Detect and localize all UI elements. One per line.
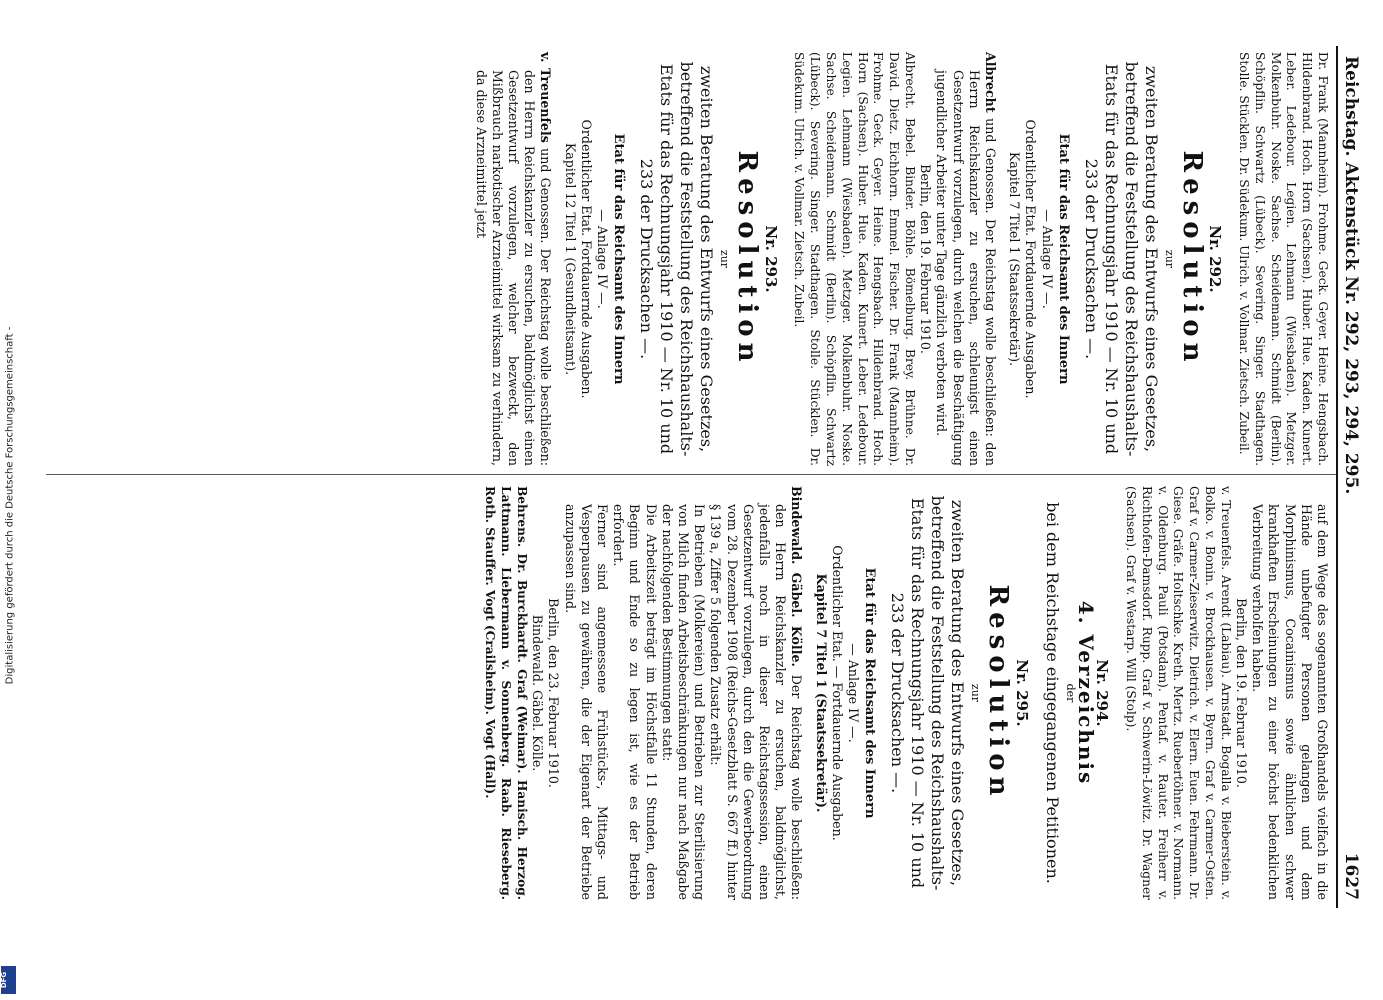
signatures-292: Albrecht. Bebel. Binder. Böhle. Bömelburg. Brey. Brühne. Dr. David. Dietz. Eichhorn. Emmel. Fischer. Dr. Frank (Mannheim). Frohme. Geck. Geyer. Heine. Hengsbach. Hildenbrand. Hoch. Horn (Sachsen). Huber. Hue. Kaden. Kunert. Leber. Ledebour. Legien. Lehmann (Wiesbaden). Metzger. Molkenbuhr. Noske. Sachse. Scheidemann. Schmidt (Berlin). Schöpflin. Schwartz (Lübeck). Severing. Singer. Stadthagen. Stolle. Stücklen. Dr. Südekum. Ulrich. v. Vollmar. Zietsch. Zubeil. (792, 52, 917, 466)
ordentlicher-etat-292: Ordentlicher Etat. Fortdauernde Ausgaben. (1023, 119, 1039, 399)
kapitel-293: Kapitel 12 Titel 1 (Gesundheitsamt). (562, 142, 578, 376)
resolution-heading-293: Resolution (732, 150, 763, 368)
page-header (1336, 46, 1364, 908)
motion-293-continued: auf dem Wege des sogenannten Großhandels vielfach in die Hände unbefugter Personen gelangen und dem Morphinismus, Cocainismus sowie ähnlichen schwer krankhaften Erscheinungen zu einer höchst bedenklichen Verbreitung verholfen haben. (1250, 504, 1330, 900)
motion-295-text: Der Reichstag wolle beschließen: den Herrn Reichskanzler zu ersuchen, baldmöglichst, jedenfalls noch in dieser Reichstagssession, einen Gesetzentwurf vorzulegen, durch den die Gewerbeordnung vom 28. Dezember 1908 (Reichs-Gesetzblatt S. 667 ff.) hinter § 139 a, Ziffer 5 folgenden Zusatz erhält: (708, 504, 805, 900)
number-292: Nr. 292. (1206, 225, 1225, 293)
kapitel-295: Kapitel 7 Titel 1 (Staatssekretär). (813, 573, 829, 813)
signatures-293: v. Treuenfels. Arendt (Labiau). Arnstadt. Bogalla v. Bieberstein. v. Bolko. v. Bonin. v. Brockhausen. v. Byern. Graf v. Carmer-Osten. Graf v. Carmer-Zieserwitz. Dietrich. v. Elern. Euen. Fehrmann. Dr. Giese. Gräfe. Holtschke. Kreth. Mertz. Ruebertöhner. v. Normann. v. Oldenburg. Pauli (Potsdam). Pentaf. v. Rauter. Freiherr v. Richthofen-Damsdorf. Rupp. Graf v. Schwerin-Löwitz. Dr. Wagner (Sachsen). Graf v. Westarp. Will (Stolp). (1124, 486, 1233, 900)
signatures-291: Dr. Frank (Mannheim). Frohme. Geck. Geyer. Heine. Hengsbach. Hildenbrand. Hoch. Horn (Sachsen). Huber. Hue. Kaden. Kunert. Leber. Ledebour. Legien. Lehmann (Wiesbaden). Metzger. Molkenbuhr. Noske. Sachse. Scheidemann. Schmidt (Berlin). Schöpflin. Schwartz (Lübeck). Severing. Singer. Stadthagen. Stolle. Stücklen. Dr. Südekum. Ulrich. v. Vollmar. Zietsch. Zubeil. (1237, 52, 1330, 466)
dfg-logo (1, 966, 16, 994)
anlage-293: — Anlage IV —. (595, 209, 610, 309)
body-292: zweiten Beratung des Entwurfs eines Gesetzes, betreffend die Feststellung des Reichshaushalts-Etats für das Rechnungsjahr 1910 — Nr. 10 und 233 der Drucksachen —. (1081, 61, 1161, 457)
motion-293-lead: v. Treuenfels (538, 52, 554, 143)
zusatz-295-3: Ferner sind angemessene Frühstücks-, Mittags- und Vesperpausen zu gewähren, die der Eigenart der Betriebe anzupassen sind. (562, 504, 610, 900)
verzeichnis-heading-294: 4. Verzeichnis (1074, 600, 1098, 786)
etat-295: Etat für das Reichsamt des Innern (862, 567, 878, 819)
etat-293: Etat für das Reichsamt des Innern (611, 133, 627, 385)
column-left (472, 52, 1330, 466)
zusatz-295-1: In Betrieben (Molkereien) und Betrieben zur Sterilisierung von Milch finden Arbeitsbeschränkungen nur nach Maßgabe der nachfolgenden Bestimmungen statt: (659, 504, 708, 900)
page-number: 1627 (1341, 852, 1361, 900)
number-294: Nr. 294. (1093, 659, 1112, 727)
motion-293 (472, 52, 553, 466)
resolution-heading-292: Resolution (1177, 150, 1208, 368)
zur-293: zur (718, 249, 732, 269)
zur-292: zur (1163, 249, 1177, 269)
ordentlicher-etat-293: Ordentlicher Etat. Fortdauernde Ausgaben. (578, 119, 594, 399)
ordentlicher-etat-295: Ordentlicher Etat. — Fortdauernde Ausgaben. (829, 545, 845, 841)
running-head: Reichstag. Aktenstück Nr. 292, 293, 294, 295. (1341, 56, 1361, 495)
motion-292 (933, 52, 998, 466)
etat-292: Etat für das Reichsamt des Innern (1055, 133, 1071, 385)
signatures-295-head: Bindewald. Gäbel. Kölle. (530, 614, 546, 772)
document-page (34, 46, 1364, 908)
motion-295-lead: Bindewald. Gäbel. Kölle. (789, 486, 805, 667)
motion-293-text: und Genossen. Der Reichstag wolle beschließen: den Herrn Reichskanzler zu ersuchen, baldmöglichst einen Gesetzentwurf vorzulegen, welcher bezweckt, den Mißbrauch narkotischer Arzneimittel wirksam zu verhindern, da diese Arzneimittel jetzt (473, 70, 554, 466)
motion-292-lead: Albrecht (983, 52, 998, 113)
motion-295 (707, 486, 804, 900)
number-295: Nr. 295. (1012, 659, 1031, 727)
date-295: Berlin, den 23. Februar 1910. (546, 598, 562, 788)
anlage-292: — Anlage IV —. (1039, 209, 1055, 309)
motion-292-text: und Genossen. Der Reichstag wolle beschließen: den Herrn Reichskanzler zu ersuchen, schleunigst einen Gesetzentwurf vorzulegen, durch welchen die Beschäftigung jugendlicher Arbeiter unter Tage gänzlich verboten wird. (934, 70, 998, 466)
column-divider (46, 474, 1336, 475)
number-293: Nr. 293. (761, 225, 780, 293)
der-294: der (1063, 683, 1077, 703)
dfg-logo-text: DFG (0, 971, 9, 989)
date-292: Berlin, den 19. Februar 1910. (918, 164, 934, 354)
anlage-295: — Anlage IV —. (845, 643, 861, 743)
zusatz-295-2: Die Arbeitszeit beträgt im Höchstfalle 11 Stunden, deren Beginn und Ende so zu legen ist, wie es der Betrieb erfordert. (611, 504, 659, 900)
date-293: Berlin, den 19. Februar 1910. (1233, 598, 1249, 788)
body-294: bei dem Reichstage eingegangenen Petitionen. (1042, 502, 1062, 884)
resolution-heading-295: Resolution (983, 584, 1014, 802)
zur-295: zur (969, 683, 983, 703)
kapitel-292: Kapitel 7 Titel 1 (Staatssekretär). (1007, 151, 1023, 367)
digitization-note (0, 0, 18, 1000)
signatures-295: Behrens. Dr. Burckhardt. Graf (Weimar). Hanisch. Herzog. Lattmann. Liebermann v. Sonnenberg. Raab. Rieseberg. Roth. Stauffer. Vogt (Crailsheim). Vogt (Hall). (483, 486, 529, 900)
digitization-note-text: Digitalisierung gefördert durch die Deutsche Forschungsgemeinschaft - (4, 326, 16, 685)
body-295: zweiten Beratung des Entwurfs eines Gesetzes, betreffend die Feststellung des Reichshaushalts-Etats für das Rechnungsjahr 1910 — Nr. 10 und 233 der Drucksachen —. (888, 495, 968, 891)
column-right (482, 486, 1330, 900)
body-293: zweiten Beratung des Entwurfs eines Gesetzes, betreffend die Feststellung des Reichshaushalts-Etats für das Rechnungsjahr 1910 — Nr. 10 und 233 der Drucksachen —. (637, 61, 717, 457)
